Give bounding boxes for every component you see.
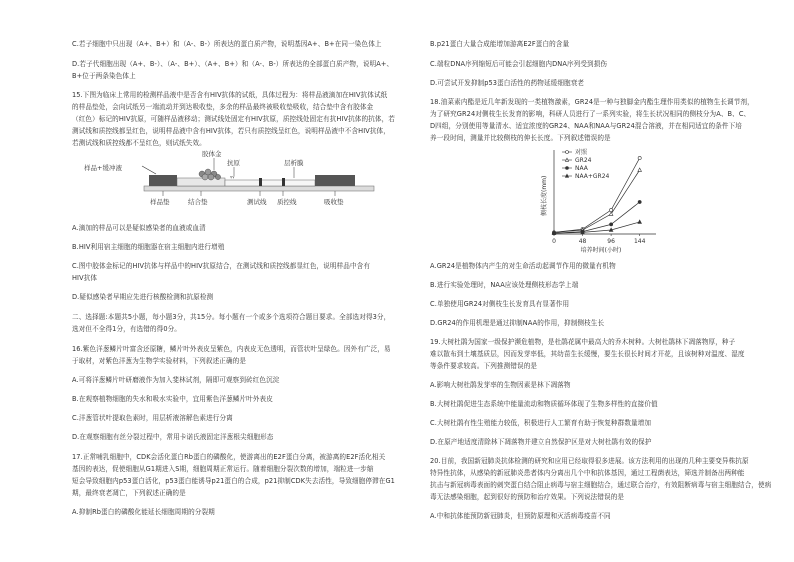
label-sample-buffer: 样品+缓冲液 xyxy=(84,164,122,172)
q15-option-c-line2: HIV抗体 xyxy=(72,274,98,282)
legend-label: GR24 xyxy=(575,157,592,164)
q14-option-d-line2: B+位于两条染色体上 xyxy=(72,72,136,80)
q17-stem-line3: 短会导致细胞内p53蛋白活化，p53蛋白能诱导p21蛋白的合成，p21抑制CDK失去活性，导致细胞停滞在G1 xyxy=(72,477,395,485)
section2-heading-line1: 二、选择题:本题共5小题，每小题3分，共15分。每小题有一个或多个选项符合题目要求。全部选对得3分， xyxy=(72,313,391,321)
data-point xyxy=(610,223,613,226)
q20-stem-line2: 特异性抗体，从感染的新冠肺炎患者体内分离出几个中和抗体基因，通过工程菌表达，筛选并制备出两种能 xyxy=(430,469,745,477)
svg-text:ᵞᵞ: ᵞᵞ xyxy=(230,175,235,182)
legend-label: NAA+GR24 xyxy=(575,173,610,180)
q19-stem-line3: 等条件要求较高。下列推测错误的是 xyxy=(430,362,538,370)
q18-option-b: B.进行实验处理时，NAA应该处理侧枝形态学上端 xyxy=(430,281,579,289)
q20-stem-line4: 毒无法感染细胞，起到很好的预防和治疗效果。下列说法错误的是 xyxy=(430,493,625,501)
q19-option-d: D.在原产地适度清除林下凋落物并建立自然保护区是对大树杜鹃有效的保护 xyxy=(430,438,652,446)
q15-stem-line1: 15.下图为临床上常用的检测样品液中是否含有HIV抗体的试纸，具体过程为：将样品液滴加在HIV抗体试纸 xyxy=(72,91,388,99)
legend-marker xyxy=(565,158,568,161)
q20-stem-line3: 抗击与新冠病毒表面的刺突蛋白结合阻止病毒与宿主细胞结合，通过联合治疗，有效阻断病毒与宿主细胞结合，使病 xyxy=(430,481,772,489)
q16-stem-line1: 16.紫色洋葱鳞片叶富含还原糖，鳞片叶外表皮呈紫色，内表皮无色透明，而管状叶呈绿色。因外有广泛，易 xyxy=(72,345,391,353)
test-strip-figure xyxy=(84,148,404,208)
x-axis-label: 培养时间(小时) xyxy=(580,247,622,254)
q15-stem-line4: 测试线和质控线都呈红色，说明样品液中含有HIV抗体，若只有质控线呈红色，说明样品液中不含HIV抗体， xyxy=(72,127,390,135)
legend-label: 对照 xyxy=(575,149,588,156)
x-tick-label: 0 xyxy=(552,238,556,245)
q19-stem-line1: 19.大树杜鹃为国家一级保护濒危植物，是杜鹃花属中最高大的乔木树种。大树杜鹃林下凋落物厚，种子 xyxy=(430,338,736,346)
q16-option-c: C.洋葱管状叶提取色素时，用层析液溶解色素进行分离 xyxy=(72,414,233,422)
q17-option-c: C.端粒DNA序列缩短后可能会引起细胞内DNA序列受到损伤 xyxy=(430,60,608,68)
x-tick-label: 144 xyxy=(633,238,646,245)
q17-stem-line4: 期，最终衰老凋亡，下列叙述正确的是 xyxy=(72,489,186,497)
x-tick-label: 96 xyxy=(607,238,615,245)
q19-option-b: B.大树杜鹃促进生态系统中能量流动和物质循环体现了生物多样性的直接价值 xyxy=(430,400,658,408)
q17-option-d: D.可尝试开发抑制p53蛋白活性的药物延缓细胞衰老 xyxy=(430,79,585,87)
label-conjugate-pad: 结合垫 xyxy=(188,198,208,206)
q18-stem-line3: D四组，分别使用等量清水、适宜浓度的GR24、NAA和NAA与GR24混合溶液，并在相同适宜的条件下培 xyxy=(430,122,742,130)
label-absorb-pad: 吸收垫 xyxy=(324,198,344,206)
legend-label: NAA xyxy=(575,165,588,172)
q17-stem-line1: 17.正常哺乳细胞中，CDK会活化蛋白Rb蛋白的磷酸化，使游离出的E2F蛋白分离，被游离的E2F活化相关 xyxy=(72,453,386,461)
data-point xyxy=(638,200,641,203)
q20-stem-line1: 20.目前，我国新冠肺炎抗体检测的研究和应用已经取得很多进展。该方法利用的出现的几种主要变异株抗原 xyxy=(430,457,749,465)
legend-marker xyxy=(566,167,569,170)
q18-stem-line2: 为了研究GR24对侧枝生长发育的影响，科研人员进行了一系列实验，将生长状况相同的侧枝分为A、B、C、 xyxy=(430,110,751,118)
data-point xyxy=(638,156,641,159)
q15-option-b: B.HIV利用宿主细胞的细胞器在宿主细胞内进行增殖 xyxy=(72,243,225,251)
label-sample-pad: 样品垫 xyxy=(150,198,170,206)
q18-option-d: D.GR24的作用机理是通过抑制NAA的作用，抑制侧枝生长 xyxy=(430,319,605,327)
q20-option-a: A.中和抗体能预防新冠肺炎，但预防原理和灭活病毒疫苗不同 xyxy=(430,512,611,520)
q19-stem-line2: 难以散布到土壤基质层，因而发芽率低，其幼苗生长缓慢，要生长很长时间才开花，且该树种对温度、湿度 xyxy=(430,350,745,358)
q17-option-b: B.p21蛋白大量合成能增加游离E2F蛋白的含量 xyxy=(430,40,570,48)
growth-line-chart xyxy=(520,146,700,254)
series-line-2 xyxy=(554,202,640,233)
legend-marker xyxy=(566,151,569,154)
q17-stem-line2: 基因的表达，促使细胞从G1期进入S期，细胞周期正常运行。随着细胞分裂次数的增加，端粒进一步缩 xyxy=(72,465,374,473)
q15-option-c-line1: C.图中胶体金标记的HIV抗体与样品中的HIV抗原结合，在测试线和质控线都显红色，说明样品中含有 xyxy=(72,262,371,270)
section2-heading-line2: 选对但不全得1分，有选错的得0分。 xyxy=(72,325,181,333)
q18-stem-line4: 养一段时间，测量并比较侧枝的伸长长度。下列叙述错误的是 xyxy=(430,134,611,142)
label-antigen: 抗原 xyxy=(227,159,240,167)
y-axis-label: 侧枝长度(mm) xyxy=(541,175,548,216)
legend-marker xyxy=(565,174,568,177)
q16-stem-line2: 于取材，对紫色洋葱为生物学实验材料，下列叙述正确的是 xyxy=(72,357,247,365)
q15-option-d: D.疑似感染者早期应先进行核酸检测和抗原检测 xyxy=(72,293,214,301)
q14-option-c: C.若子细胞中只出现（A+、B+）和（A-、B-）所表达的蛋白质产物，说明基因A+、B+在同一染色体上 xyxy=(72,40,382,48)
q19-option-c: C.大树杜鹃有性生殖能力较低，积极进行人工繁育有助于恢复种群数量增加 xyxy=(430,419,652,427)
data-point xyxy=(638,220,642,223)
q18-option-a: A.GR24是植物体内产生的对生命活动起调节作用的微量有机物 xyxy=(430,262,616,270)
q16-option-a: A.可将洋葱鳞片叶研磨液作为加入斐林试剂，隔即可观察到砖红色沉淀 xyxy=(72,376,280,384)
label-test-line: 测试线 xyxy=(247,198,267,206)
q15-stem-line3: （红色）标记的HIV抗原，可随样品液移动；测试线处固定有HIV抗原，质控线处固定有抗HIV抗体的抗体，若 xyxy=(72,115,395,123)
x-tick-label: 48 xyxy=(578,238,587,245)
q15-option-a: A.滴加的样品可以是疑似感染者的血液或血清 xyxy=(72,224,206,232)
q15-stem-line5: 若测试线和质控线都不呈红色，则试纸失效。 xyxy=(72,139,206,147)
data-point xyxy=(638,168,642,171)
q15-stem-line2: 的样品垫处，会向试纸另一端流动并到达吸收垫，多余的样品最终被吸收垫吸收，结合垫中含有胶体金 xyxy=(72,103,374,111)
q19-option-a: A.影响大树杜鹃发芽率的生物因素是林下凋落物 xyxy=(430,381,571,389)
label-gold: 胶体金 xyxy=(202,150,222,158)
data-point xyxy=(610,208,613,211)
label-membrane: 层析膜 xyxy=(284,159,304,167)
q18-option-c: C.单独使用GR24对侧枝生长发育具有显著作用 xyxy=(430,300,570,308)
q18-stem-line1: 18.油菜素内酯是近几年新发现的一类植物激素，GR24是一种与独脚金内酯生理作用类似的植物生长调节剂， xyxy=(430,98,754,106)
q16-option-b: B.在观察植物细胞的失水和吸水实验中，宜用紫色洋葱鳞片叶外表皮 xyxy=(72,395,273,403)
q17-option-a: A.抑制Rb蛋白的磷酸化能延长细胞周期的分裂期 xyxy=(72,508,215,516)
label-control-line: 质控线 xyxy=(277,198,297,206)
q14-option-d-line1: D.若子代细胞出现（A+、B-）、（A-、B+）、（A+、B+）和（A-、B-）所表达的全部蛋白质产物，说明A+、 xyxy=(72,60,394,68)
q16-option-d: D.在观察细胞有丝分裂过程中，常用卡诺氏液固定洋葱根尖细胞形态 xyxy=(72,433,274,441)
